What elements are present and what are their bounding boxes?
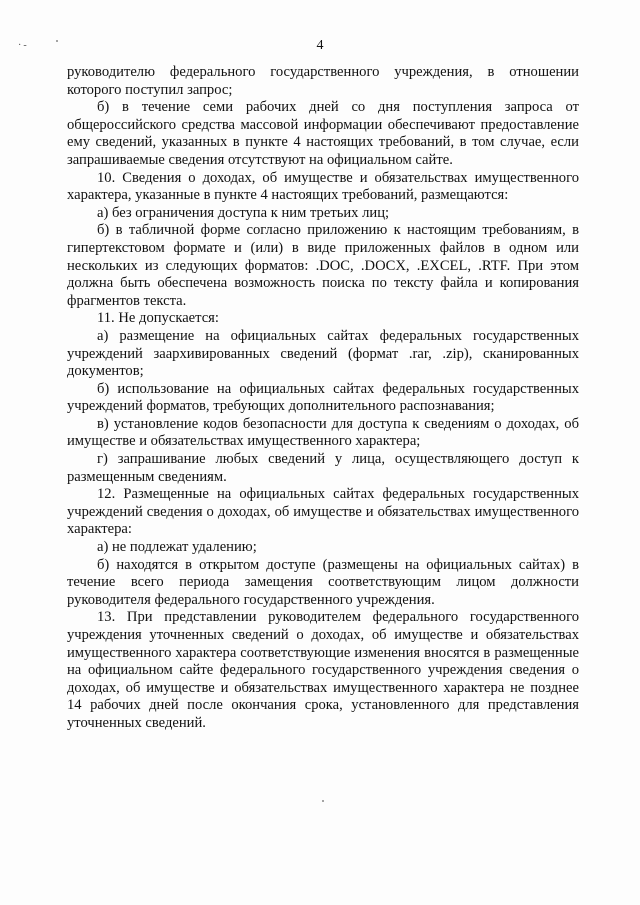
paragraph-clause-10-b: б) в табличной форме согласно приложению к настоящим требованиям, в гипертекстовом формате и (или) в виде приложенных файлов в одном или нескольких из следующих форматов: .DOC, .DOCX, .EXCEL, .RTF. При этом должна быть обеспечена возможность поиска по тексту файла и копирования фрагментов текста. — [67, 222, 579, 309]
paragraph-continuation: руководителю федерального государственного учреждения, в отношении которого поступил запрос; — [67, 64, 579, 98]
paragraph-clause-11-b: б) использование на официальных сайтах федеральных государственных учреждений форматов, требующих дополнительного распознавания; — [67, 380, 579, 415]
paragraph-item-b-media: б) в течение семи рабочих дней со дня поступления запроса от общероссийского средства массовой информации обеспечивают предоставление ему сведений, указанных в пункте 4 настоящих требований, в том случае, если запрашиваемые сведения отсутствуют на официальном сайте. — [67, 99, 579, 168]
paragraph-clause-12: 12. Размещенные на официальных сайтах федеральных государственных учреждений сведения о доходах, об имуществе и обязательствах имущественного характера: — [67, 486, 579, 538]
paragraph-clause-11-a: а) размещение на официальных сайтах федеральных государственных учреждений заархивированных сведений (формат .rar, .zip), сканированных документов; — [67, 327, 579, 380]
paragraph-clause-11-c: в) установление кодов безопасности для доступа к сведениям о доходах, об имуществе и обязательствах имущественного характера; — [67, 415, 579, 450]
paragraph-clause-12-a: а) не подлежат удалению; — [97, 539, 257, 556]
page-number: 4 — [316, 38, 324, 53]
paragraph-clause-10: 10. Сведения о доходах, об имуществе и обязательствах имущественного характера, указанные в пункте 4 настоящих требований, размещаются: — [67, 169, 579, 204]
paragraph-clause-11-d: г) запрашивание любых сведений у лица, осуществляющего доступ к размещенным сведениям. — [67, 451, 579, 485]
paragraph-clause-11: 11. Не допускается: — [97, 310, 219, 327]
document-body — [67, 64, 579, 733]
paragraph-clause-12-b: б) находятся в открытом доступе (размещены на официальных сайтах) в течение всего периода замещения соответствующим лицом должности руководителя федерального государственного учреждения. — [67, 556, 579, 608]
paragraph-clause-13: 13. При представлении руководителем федерального государственного учреждения уточненных сведений о доходах, об имуществе и обязательствах имущественного характера соответствующие изменения вносятся в размещенные на официальном сайте федерального государственного учреждения сведения о доходах, об имуществе и обязательствах имущественного характера не позднее 14 рабочих дней после окончания срока, установленного для представления уточненных сведений. — [67, 609, 579, 731]
scan-artifact-mark: ·- — [18, 40, 29, 51]
scan-artifact-dot — [322, 800, 324, 802]
paragraph-clause-10-a: а) без ограничения доступа к ним третьих лиц; — [97, 204, 390, 221]
